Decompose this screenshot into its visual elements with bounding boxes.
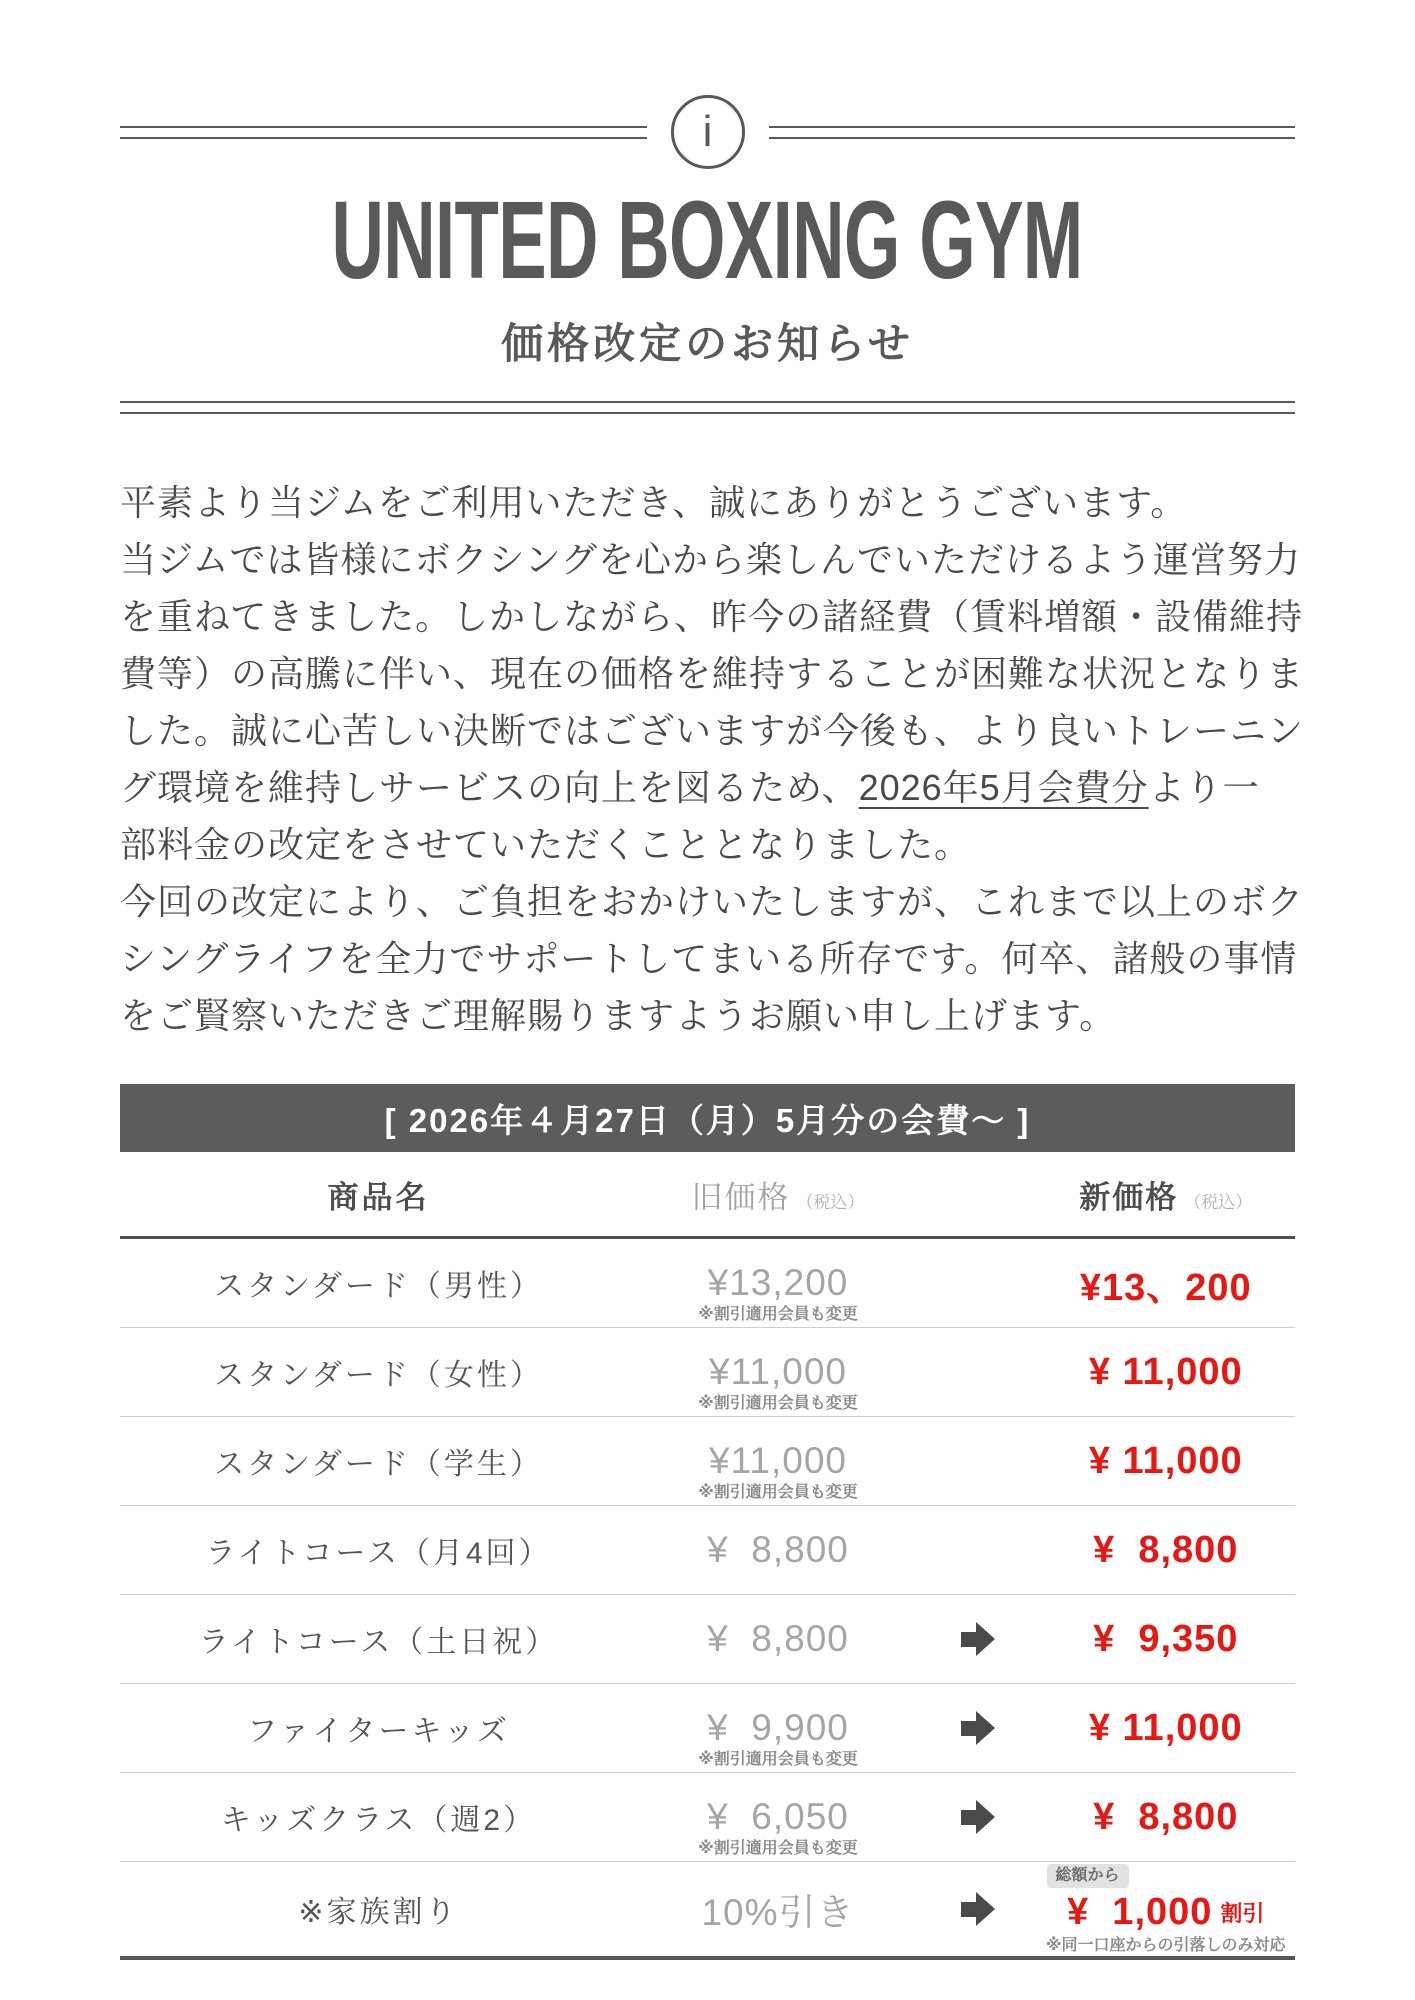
old-price: ¥ 8,800	[707, 1529, 849, 1570]
page-title: UNITED BOXING GYM	[331, 179, 1084, 302]
column-header-old-price	[637, 1172, 919, 1217]
body-line: した。誠に心苦しい決断ではございますが今後も、より良いトレーニン	[120, 710, 1305, 751]
body-line: を重ねてきました。しかしながら、昨今の諸経費（賃料増額・設備維持	[120, 596, 1304, 637]
body-text-segment: グ環境を維持しサービスの向上を図るため、	[120, 767, 859, 808]
page-subtitle: 価格改定のお知らせ	[501, 320, 914, 367]
old-price: 10%引き	[701, 1892, 855, 1933]
table-row	[120, 1239, 1295, 1328]
right-arrow-icon	[961, 1800, 995, 1834]
old-price-note: ※割引適用会員も変更	[698, 1483, 858, 1501]
old-price: ¥ 9,900	[707, 1707, 849, 1748]
new-price-cell	[1037, 1796, 1296, 1839]
old-price-cell	[637, 1773, 919, 1861]
new-price-tax-label: （税込）	[1184, 1192, 1253, 1212]
info-icon	[671, 95, 745, 169]
double-line-left	[120, 126, 647, 139]
discount-suffix: 割引	[1220, 1900, 1265, 1926]
body-line: 今回の改定により、ご負担をおかけいたしますが、これまで以上のボク	[120, 881, 1305, 922]
price-table	[120, 1152, 1295, 1960]
old-price-cell	[637, 1328, 919, 1416]
product-name: ファイターキッズ	[247, 1715, 510, 1748]
effective-date-banner: [ 2026年４月27日（月）5月分の会費〜 ]	[120, 1084, 1295, 1152]
new-price: ¥ 1,000	[1067, 1890, 1213, 1933]
old-price-note: ※割引適用会員も変更	[698, 1394, 858, 1412]
table-row	[120, 1417, 1295, 1506]
product-name: スタンダード（男性）	[214, 1270, 543, 1303]
new-price: ¥ 8,800	[1093, 1528, 1239, 1571]
right-arrow-icon	[961, 1892, 995, 1926]
new-price-cell	[1037, 1529, 1296, 1572]
product-name: キッズクラス（週2）	[220, 1804, 537, 1837]
table-row	[120, 1773, 1295, 1862]
body-line: をご賢察いただきご理解賜りますようお願い申し上げます。	[120, 995, 1117, 1036]
new-price-cell	[1037, 1707, 1296, 1750]
old-price-cell	[637, 1862, 919, 1956]
new-price-header-label: 新価格	[1079, 1179, 1179, 1215]
table-row-family-discount	[120, 1862, 1295, 1960]
old-price: ¥11,000	[709, 1351, 847, 1392]
product-name: ※家族割り	[298, 1896, 459, 1929]
info-icon-glyph: i	[702, 107, 713, 156]
body-line: 費等）の高騰に伴い、現在の価格を維持することが困難な状況となりま	[120, 653, 1305, 694]
new-price: ¥ 11,000	[1088, 1350, 1243, 1393]
table-row	[120, 1328, 1295, 1417]
new-price: ¥ 11,000	[1088, 1706, 1243, 1749]
header-ornament	[120, 95, 1295, 169]
double-line-right	[769, 126, 1296, 139]
table-header-row	[120, 1152, 1295, 1239]
product-name: ライトコース（土日祝）	[198, 1626, 559, 1659]
old-price-cell	[637, 1417, 919, 1505]
table-row	[120, 1506, 1295, 1595]
old-price-cell	[637, 1239, 919, 1327]
old-price-note: ※割引適用会員も変更	[698, 1305, 858, 1323]
body-line: 当ジムでは皆様にボクシングを心から楽しんでいただけるよう運営努力	[120, 539, 1301, 580]
product-name: スタンダード（女性）	[214, 1359, 543, 1392]
arrow-cell	[919, 1892, 1037, 1926]
new-price: ¥ 11,000	[1088, 1439, 1243, 1482]
old-price-tax-label: （税込）	[796, 1192, 865, 1212]
table-row	[120, 1595, 1295, 1684]
table-row	[120, 1684, 1295, 1773]
arrow-cell	[919, 1622, 1037, 1656]
new-price-cell	[1037, 1256, 1296, 1311]
old-price-note: ※割引適用会員も変更	[698, 1750, 858, 1768]
body-line: 部料金の改定をさせていただくこととなりました。	[120, 824, 972, 865]
new-price-cell	[1037, 1864, 1296, 1955]
old-price: ¥ 8,800	[707, 1618, 849, 1659]
body-text-segment: より一	[1148, 767, 1260, 808]
arrow-cell	[919, 1800, 1037, 1834]
title-block	[120, 179, 1295, 303]
body-line	[120, 759, 1295, 816]
new-price-cell	[1037, 1618, 1296, 1661]
new-price-line	[1067, 1891, 1264, 1934]
old-price: ¥11,000	[709, 1440, 847, 1481]
product-name: スタンダード（学生）	[214, 1448, 543, 1481]
old-price-cell	[637, 1684, 919, 1772]
right-arrow-icon	[961, 1711, 995, 1745]
old-price-header-label: 旧価格	[691, 1179, 791, 1215]
old-price: ¥ 6,050	[707, 1796, 849, 1837]
underlined-effective-date: 2026年5月会費分	[858, 767, 1149, 808]
new-price: ¥ 9,350	[1093, 1617, 1239, 1660]
new-price: ¥13、200	[1079, 1266, 1252, 1309]
arrow-cell	[919, 1711, 1037, 1745]
new-price-cell	[1037, 1351, 1296, 1394]
old-price-cell	[637, 1506, 919, 1594]
divider-double-line	[120, 401, 1295, 414]
old-price: ¥13,200	[707, 1262, 849, 1303]
body-line: 平素より当ジムをご利用いただき、誠にありがとうございます。	[120, 482, 1188, 523]
old-price-note: ※割引適用会員も変更	[698, 1839, 858, 1857]
from-total-badge: 総額から	[1047, 1864, 1129, 1888]
right-arrow-icon	[961, 1622, 995, 1656]
new-price: ¥ 8,800	[1093, 1795, 1239, 1838]
product-name: ライトコース（月4回）	[205, 1537, 552, 1570]
notice-body	[120, 474, 1305, 1044]
new-price-note: ※同一口座からの引落しのみ対応	[1045, 1936, 1286, 1954]
new-price-cell	[1037, 1440, 1296, 1483]
column-header-product: 商品名	[327, 1179, 430, 1215]
column-header-new-price	[1037, 1172, 1296, 1217]
body-line: シングライフを全力でサポートしてまいる所存です。何卒、諸般の事情	[120, 938, 1298, 979]
old-price-cell	[637, 1595, 919, 1683]
